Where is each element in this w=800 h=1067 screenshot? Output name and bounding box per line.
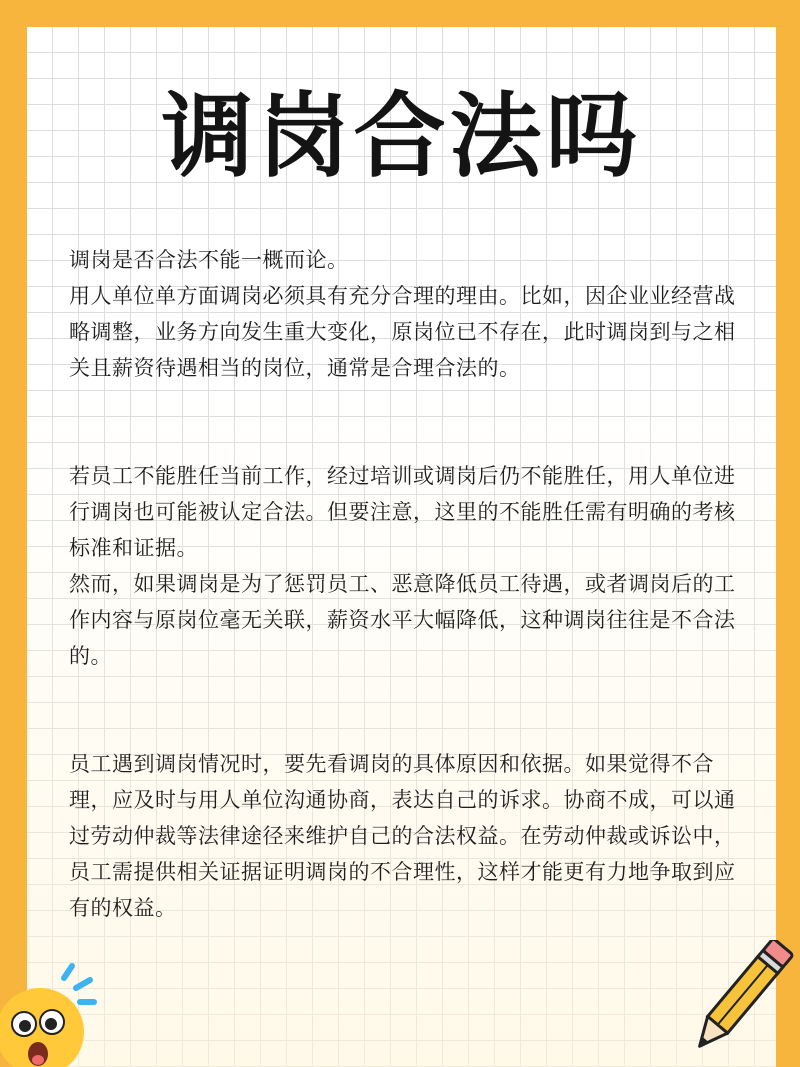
paragraph-1: 调岗是否合法不能一概而论。: [69, 248, 349, 272]
paragraph-4: 然而，如果调岗是为了惩罚员工、恶意降低员工待遇，或者调岗后的工作内容与原岗位毫无关联，薪资水平大幅降低，这种调岗往往是不合法的。: [69, 572, 736, 668]
article-body: [69, 242, 737, 926]
surprise-lines-icon: [64, 966, 94, 1002]
paragraph-gap: [69, 386, 737, 458]
grid-paper: [27, 27, 776, 1067]
paragraph-gap: [69, 674, 737, 746]
page-title: 调岗合法吗: [161, 83, 642, 190]
paragraph-5: 员工遇到调岗情况时，要先看调岗的具体原因和依据。如果觉得不合理，应及时与用人单位沟通协商，表达自己的诉求。协商不成，可以通过劳动仲裁等法律途径来维护自己的合法权益。在劳动仲裁或诉讼中，员工需提供相关证据证明调岗的不合理性，这样才能更有力地争取到应有的权益。: [69, 752, 736, 920]
pencil-icon: [686, 940, 796, 1060]
paragraph-2: 用人单位单方面调岗必须具有充分合理的理由。比如，因企业业经营战略调整，业务方向发生重大变化，原岗位已不存在，此时调岗到与之相关且薪资待遇相当的岗位，通常是合理合法的。: [69, 284, 736, 380]
paragraph-3: 若员工不能胜任当前工作，经过培训或调岗后仍不能胜任，用人单位进行调岗也可能被认定合法。但要注意，这里的不能胜任需有明确的考核标准和证据。: [69, 464, 736, 560]
shocked-face-emoji: [0, 960, 112, 1067]
